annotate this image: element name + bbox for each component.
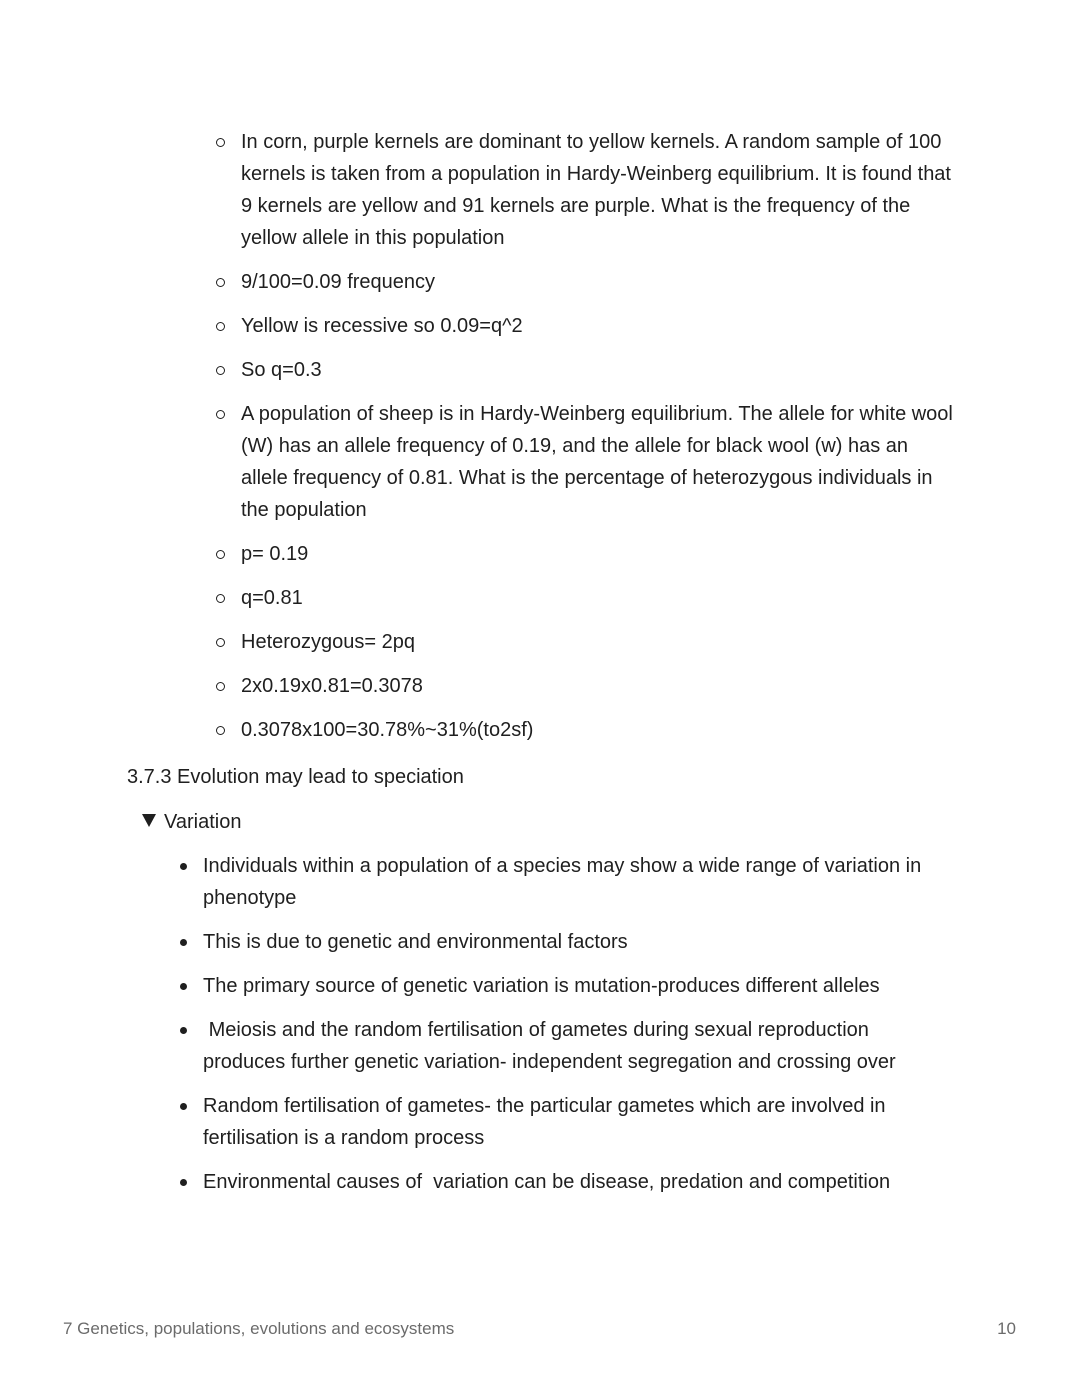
bullet-icon [180,863,187,870]
list-item-text: This is due to genetic and environmental factors [203,931,628,953]
worked-examples-list [214,126,959,758]
list-item [214,126,959,254]
list-item-text: 0.3078x100=30.78%~31%(to2sf) [241,719,534,741]
list-item [176,926,946,958]
list-item-text: p= 0.19 [241,543,309,565]
list-item [214,714,959,746]
list-item [214,582,959,614]
footer-title: 7 Genetics, populations, evolutions and ecosystems [63,1319,455,1338]
hollow-bullet-icon [216,410,225,419]
bullet-icon [180,1027,187,1034]
hollow-bullet-icon [216,138,225,147]
list-item-text: 9/100=0.09 frequency [241,271,436,293]
list-item-text: Environmental causes of variation can be disease, predation and competition [203,1171,891,1193]
list-item [176,1014,946,1078]
list-item [214,398,959,526]
hollow-bullet-icon [216,726,225,735]
hollow-bullet-icon [216,278,225,287]
list-item-text: Individuals within a population of a species may show a wide range of variation in phenotype [203,855,922,909]
list-item [214,670,959,702]
toggle-label: Variation [164,811,242,833]
page-number: 10 [997,1319,1016,1338]
list-item-text: 2x0.19x0.81=0.3078 [241,675,423,697]
list-item [214,626,959,658]
hollow-bullet-icon [216,638,225,647]
list-item-text: Yellow is recessive so 0.09=q^2 [241,315,523,337]
list-item [214,310,959,342]
list-item [176,1166,946,1198]
list-item-text: Meiosis and the random fertilisation of gametes during sexual reproduction produces further genetic variation- independent segregation and crossing over [203,1019,896,1073]
triangle-down-icon[interactable] [142,814,156,827]
list-item [214,354,959,386]
hollow-bullet-icon [216,322,225,331]
hollow-bullet-icon [216,550,225,559]
list-item [176,970,946,1002]
list-item [214,538,959,570]
list-item [176,1090,946,1154]
list-item-text: In corn, purple kernels are dominant to yellow kernels. A random sample of 100 kernels is taken from a population in Hardy-Weinberg equilibrium. It is found that 9 kernels are yellow and 91 kernels are purple. What is the frequency of the yellow allele in this population [241,131,951,249]
list-item [214,266,959,298]
list-item-text: So q=0.3 [241,359,322,381]
hollow-bullet-icon [216,594,225,603]
list-item-text: q=0.81 [241,587,303,609]
bullet-icon [180,1103,187,1110]
list-item-text: A population of sheep is in Hardy-Weinberg equilibrium. The allele for white wool (W) has an allele frequency of 0.19, and the allele for black wool (w) has an allele frequency of 0.81. What is the percentage of heterozygous individuals in the population [241,403,953,521]
list-item-text: The primary source of genetic variation is mutation-produces different alleles [203,975,880,997]
hollow-bullet-icon [216,682,225,691]
list-item [176,850,946,914]
section-heading: 3.7.3 Evolution may lead to speciation [127,766,464,788]
bullet-icon [180,1179,187,1186]
variation-toggle[interactable] [142,806,241,838]
list-item-text: Random fertilisation of gametes- the particular gametes which are involved in fertilisation is a random process [203,1095,886,1149]
variation-points-list [176,850,946,1210]
list-item-text: Heterozygous= 2pq [241,631,416,653]
bullet-icon [180,983,187,990]
hollow-bullet-icon [216,366,225,375]
bullet-icon [180,939,187,946]
